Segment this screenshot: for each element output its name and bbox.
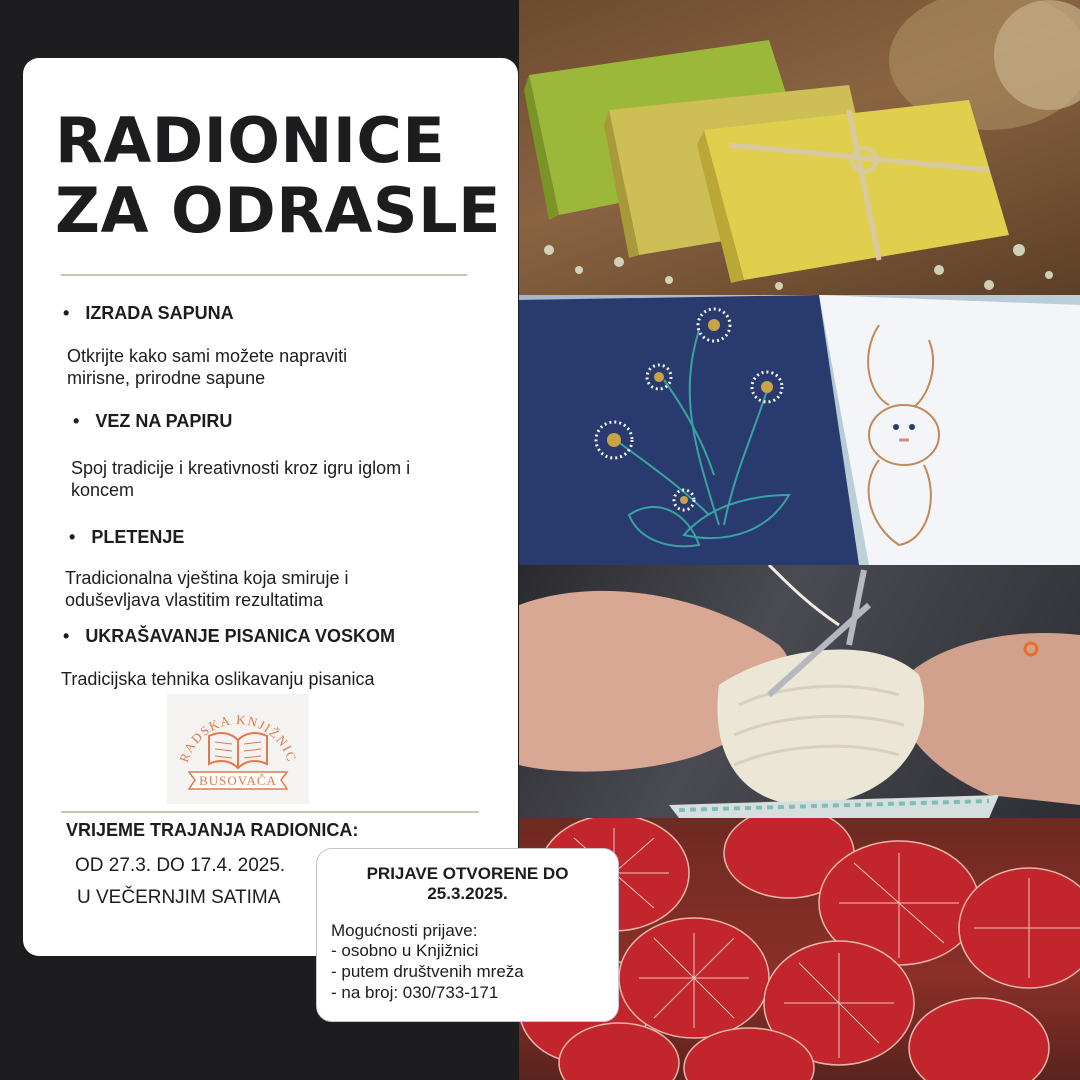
duration-evening: U VEČERNJIM SATIMA (77, 887, 281, 908)
workshop-desc-soap: Otkrijte kako sami možete napraviti mirisne, prirodne sapune (67, 346, 348, 388)
open-book-icon (209, 733, 267, 768)
divider-bottom (61, 811, 479, 813)
registration-option-social-media: - putem društvenih mreža (331, 962, 524, 981)
workshop-title-egg-decorating: • UKRAŠAVANJE PISANICA VOSKOM (63, 626, 395, 647)
duration-heading: VRIJEME TRAJANJA RADIONICA: (66, 820, 359, 840)
workshop-desc-egg-decorating: Tradicijska tehnika oslikavanju pisanica (61, 669, 375, 689)
logo-arc-text: RADSKA KNJIŽNIC (176, 711, 300, 765)
registration-option-phone: - na broj: 030/733-171 (331, 983, 499, 1002)
paper-embroidery-photo (519, 295, 1080, 565)
logo-banner-text: BUSOVAČA (199, 773, 277, 788)
knitting-photo (519, 565, 1080, 818)
registration-option-in-person: - osobno u Knjižnici (331, 941, 479, 960)
workshop-title-paper-embroidery: • VEZ NA PAPIRU (73, 411, 232, 432)
page-title (55, 106, 501, 246)
divider-top (61, 274, 467, 276)
workshop-title-knitting: • PLETENJE (69, 527, 184, 548)
duration-dates: OD 27.3. DO 17.4. 2025. (75, 855, 286, 876)
workshop-desc-knitting: Tradicionalna vještina koja smiruje i oduševljava vlastitim rezultatima (65, 568, 349, 610)
registration-title: PRIJAVE OTVORENE DO 25.3.2025. (366, 864, 569, 903)
library-logo (167, 694, 309, 804)
soap-bars-photo (519, 0, 1080, 295)
workshop-desc-paper-embroidery: Spoj tradicije i kreativnosti kroz igru iglom i koncem (71, 458, 411, 500)
workshop-title-soap: • IZRADA SAPUNA (63, 303, 234, 324)
workshop-info-card (23, 58, 518, 956)
title-line-1: RADIONICE (55, 104, 446, 177)
svg-text:GRADSKA KNJIŽNICA (167, 694, 300, 764)
title-line-2: ZA ODRASLE (55, 174, 501, 247)
registration-box (316, 848, 619, 1022)
registration-options-heading: Mogućnosti prijave: (331, 921, 478, 940)
